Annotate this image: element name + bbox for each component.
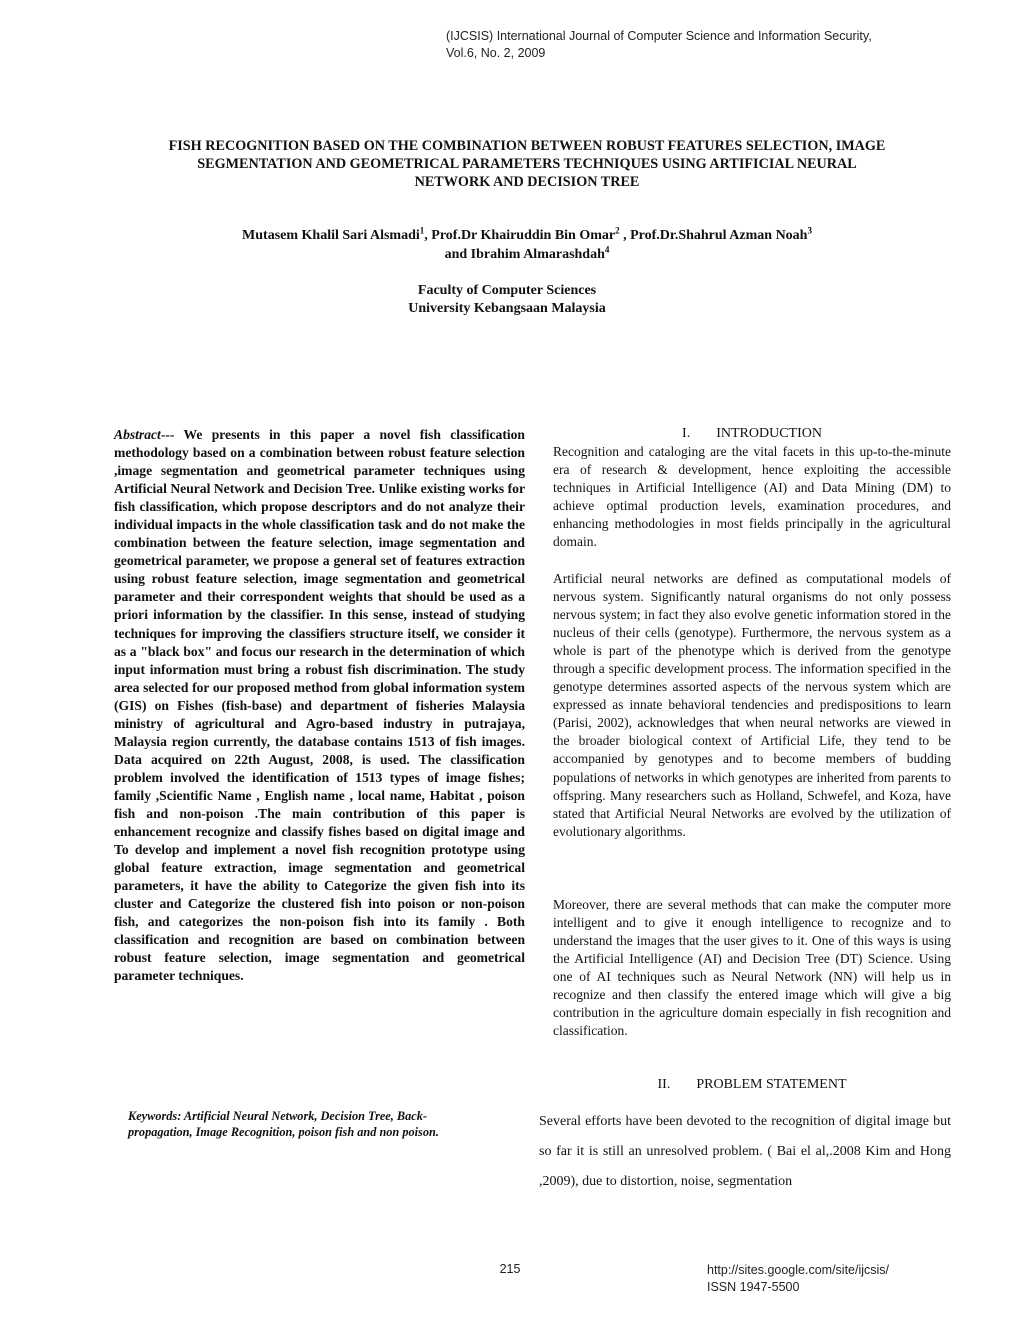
- journal-header-line1: (IJCSIS) International Journal of Computer Science and Information Security,: [446, 29, 872, 43]
- keywords-line2: propagation, Image Recognition, poison fish and non poison.: [128, 1125, 439, 1139]
- intro-paragraph-3: Moreover, there are several methods that can make the computer more intelligent and to give it enough intelligence to recognize and to understand the images that the user gives to it. One of this ways is using the Artificial Intelligence (AI) and Decision Tree (DT) Science. Using one of AI techniques such as Neural Network (NN) will help us in recognize and then classify the entered image which will give a big contribution in the agriculture domain especially in fish recognition and classification.: [553, 897, 951, 1039]
- abstract-label: Abstract: [114, 427, 161, 442]
- keywords-line1: Keywords: Artificial Neural Network, Decision Tree, Back-: [128, 1109, 427, 1123]
- section-title: INTRODUCTION: [716, 426, 822, 441]
- affiliation-university: University Kebangsaan Malaysia: [408, 301, 606, 316]
- journal-header-line2: Vol.6, No. 2, 2009: [446, 46, 546, 60]
- footer-issn: ISSN 1947-5500: [707, 1280, 800, 1294]
- paper-title: [110, 137, 944, 191]
- author-list: [110, 226, 944, 264]
- footer-url: http://sites.google.com/site/ijcsis/: [707, 1263, 890, 1277]
- paper-title-line2: SEGMENTATION AND GEOMETRICAL PARAMETERS TECHNIQUES USING ARTIFICIAL NEURAL: [197, 156, 857, 172]
- section-number: II.: [657, 1077, 671, 1092]
- section-heading-introduction: [553, 425, 951, 443]
- section-title: PROBLEM STATEMENT: [696, 1077, 847, 1092]
- page-number: 215: [499, 1262, 521, 1276]
- intro-paragraph-1: Recognition and cataloging are the vital facets in this up-to-the-minute era of research & development, hence exploiting the accessible techniques in Artificial Intelligence (AI) and Data Mining (DM) to achieve optimal production levels, examination procedures, and enhancing methodologies in most fields principally in the agricultural domain.: [553, 444, 951, 550]
- affiliation-faculty: Faculty of Computer Sciences: [417, 283, 597, 298]
- abstract-text: We presents in this paper a novel fish classification methodology based on a combination between robust feature selection ,image segmentation and geometrical parameter techniques using Artificial Neural Network and Decision Tree. Unlike existing works for fish classification, which propose descriptors and do not analyze their individual impacts in the whole classification task and do not make the combination between the feature selection, image segmentation and geometrical parameter, we propose a general set of features extraction using robust feature selection, image segmentation and geometrical parameter and their correspondent weights that should be used as a priori information by the classifier. In this sense, instead of studying techniques for improving the classifiers structure itself, we consider it as a "black box" and focus our research in the determination of which input information must bring a robust fish discrimination. The study area selected for our proposed method from global information system (GIS) on Fishes (fish-base) and department of fisheries Malaysia ministry of agricultural and Agro-based industry in putrajaya, Malaysia region currently, the database contains 1513 of fish images. Data acquired on 22th August, 2008, is used. The classification problem involved the identification of 1513 types of image fishes; family ,Scientific Name , English name , local name, Habitat , poison fish and non-poison .The main contribution of this paper is enhancement recognize and classify fishes based on digital image and To develop and implement a novel fish recognition prototype using global feature extraction, image segmentation and geometrical parameters, it have the ability to Categorize the given fish into its cluster and Categorize the clustered fish into poison or non-poison fish, and categorizes the non-poison fish into its family . Both classification and recognition are based on combination between robust feature selection, image segmentation and geometrical parameter techniques.: [114, 427, 525, 984]
- section-number: I.: [682, 426, 691, 441]
- author-2-name: , Prof.Dr Khairuddin Bin Omar: [424, 228, 616, 243]
- author-1-name: Mutasem Khalil Sari Alsmadi: [242, 228, 420, 243]
- author-2-affil-mark: 2: [615, 225, 620, 236]
- author-1-affil-mark: 1: [419, 225, 425, 236]
- section-heading-problem-statement: [553, 1076, 951, 1094]
- author-4-affil-mark: 4: [604, 244, 610, 255]
- paper-title-line1: FISH RECOGNITION BASED ON THE COMBINATION BETWEEN ROBUST FEATURES SELECTION, IMAGE: [168, 138, 886, 154]
- author-3-name: , Prof.Dr.Shahrul Azman Noah: [619, 228, 808, 243]
- keywords: [128, 1108, 508, 1140]
- intro-paragraph-2: Artificial neural networks are defined as computational models of nervous system. Significantly natural organisms do not only possess nervous system; in fact they also evolve genetic information stored in the nucleus of their cells (genotype). Furthermore, the nervous system as a whole is part of the phenotype which is derived from the genotype through a specific development process. The information specified in the genotype determines assorted aspects of the nervous system which are expressed as innate behavioral tendencies and predispositions to learn (Parisi, 2002), acknowledges that when neural networks are viewed in the broader biological context of Artificial Life, they tend to be accompanied by genotypes and to become members of budding populations of networks in which genotypes are inherited from parents to offspring. Many researchers such as Holland, Schwefel, and Koza, have stated that Artificial Neural Networks are evolved by the utilization of evolutionary algorithms.: [553, 571, 951, 839]
- abstract: [114, 426, 525, 985]
- abstract-dashes: ---: [160, 427, 175, 442]
- author-line1: [110, 226, 944, 245]
- footer-info: [707, 1262, 967, 1296]
- author-4-name: and Ibrahim Almarashdah: [444, 247, 605, 262]
- affiliation: [110, 282, 904, 318]
- paper-title-line3: NETWORK AND DECISION TREE: [414, 174, 640, 190]
- author-line2: [110, 245, 944, 264]
- journal-header: [446, 28, 986, 62]
- problem-paragraph-1: Several efforts have been devoted to the recognition of digital image but so far it is still an unresolved problem. ( Bai el al,.2008 Kim and Hong ,2009), due to distortion, noise, segmentation: [539, 1114, 951, 1189]
- author-3-affil-mark: 3: [807, 225, 812, 236]
